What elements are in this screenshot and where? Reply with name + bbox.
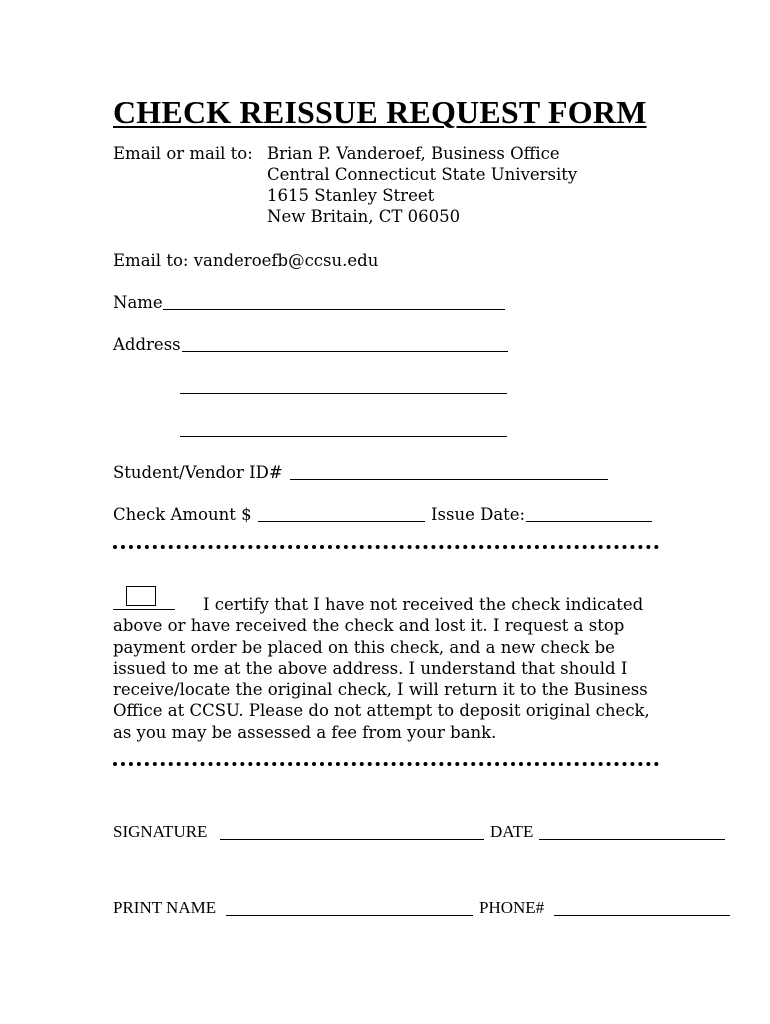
address-label: Address xyxy=(113,335,181,354)
check-amount-field-line[interactable] xyxy=(258,521,425,522)
address-line-1: Brian P. Vanderoef, Business Office xyxy=(267,144,560,163)
certification-body: I certify that I have not received the check indicated above or have received the check and lost it. I request a stop payment order be placed on this check, and a new check be issued to me at the above address. I understand that should I receive/locate the original check, I will return it to the Business Office at CCSU. Please do not attempt to deposit original check, as you may be assessed a fee from your bank. xyxy=(113,595,650,742)
phone-field-line[interactable] xyxy=(554,915,730,916)
signature-label: SIGNATURE xyxy=(113,822,208,841)
dotted-separator-bottom xyxy=(113,762,659,766)
check-amount-label: Check Amount $ xyxy=(113,505,252,524)
address-field-line-2[interactable] xyxy=(180,393,507,394)
address-field-line-3[interactable] xyxy=(180,436,507,437)
date-label: DATE xyxy=(490,822,534,841)
email-line: Email to: vanderoefb@ccsu.edu xyxy=(113,251,379,270)
name-field-line[interactable] xyxy=(163,309,505,310)
certification-text xyxy=(113,594,658,743)
student-vendor-id-label: Student/Vendor ID# xyxy=(113,463,283,482)
name-label: Name xyxy=(113,293,163,312)
form-title: CHECK REISSUE REQUEST FORM xyxy=(113,94,647,130)
address-field-line-1[interactable] xyxy=(182,351,508,352)
address-line-2: Central Connecticut State University xyxy=(267,165,578,184)
phone-label: PHONE# xyxy=(479,898,545,917)
signature-field-line[interactable] xyxy=(220,839,484,840)
date-field-line[interactable] xyxy=(539,839,725,840)
issue-date-label: Issue Date: xyxy=(431,505,526,524)
address-line-3: 1615 Stanley Street xyxy=(267,186,435,205)
print-name-field-line[interactable] xyxy=(226,915,473,916)
issue-date-field-line[interactable] xyxy=(526,521,652,522)
print-name-label: PRINT NAME xyxy=(113,898,217,917)
dotted-separator-top xyxy=(113,545,659,549)
mail-to-label: Email or mail to: xyxy=(113,144,253,163)
student-vendor-id-field-line[interactable] xyxy=(290,479,608,480)
address-line-4: New Britain, CT 06050 xyxy=(267,207,461,226)
